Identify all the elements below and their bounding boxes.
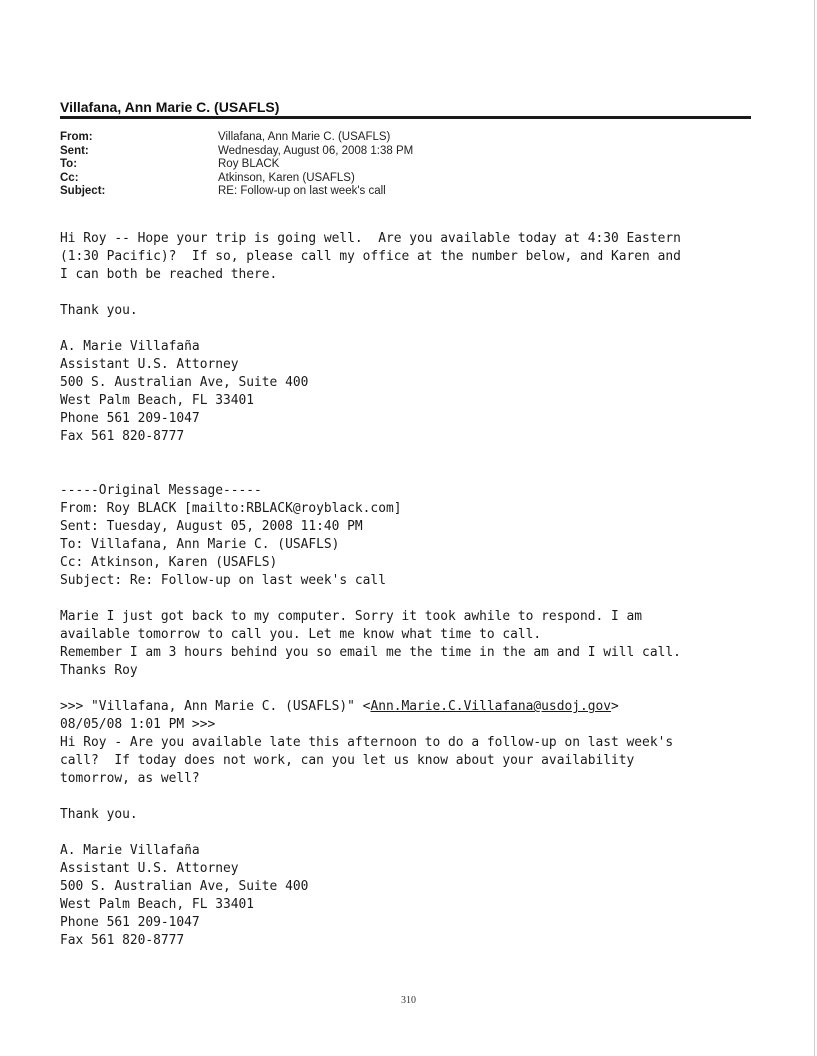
original-body-line: Remember I am 3 hours behind you so email me the time in the am and I will call. [60,645,681,660]
signature-fax: Fax 561 820-8777 [60,429,185,444]
original-subject: Subject: Re: Follow-up on last week's call [60,573,386,588]
page-number: 310 [401,995,416,1006]
signature-phone: Phone 561 209-1047 [60,411,200,426]
meta-label: Sent: [60,144,89,157]
quoted-body-line: call? If today does not work, can you let us know about your availability [60,753,635,768]
mailbox-owner-name: Villafana, Ann Marie C. (USAFLS) [60,99,280,115]
original-from: From: Roy BLACK [mailto:RBLACK@royblack.com] [60,501,402,516]
meta-label: To: [60,158,78,171]
quoted-sender-prefix: >>> "Villafana, Ann Marie C. (USAFLS)" < [60,699,371,714]
meta-value: Villafana, Ann Marie C. (USAFLS) [218,131,391,143]
meta-value: Atkinson, Karen (USAFLS) [218,171,355,184]
message-line: (1:30 Pacific)? If so, please call my office at the number below, and Karen and [60,249,681,264]
meta-value: RE: Follow-up on last week's call [218,185,386,198]
quoted-signature-name: A. Marie Villafaña [60,843,200,858]
quoted-signature-title: Assistant U.S. Attorney [60,861,239,876]
meta-row-cc [60,172,413,186]
meta-row-from [60,131,413,145]
quoted-signature-phone: Phone 561 209-1047 [60,915,200,930]
quoted-signature-fax: Fax 561 820-8777 [60,933,185,948]
quoted-thanks: Thank you. [60,807,138,822]
original-sent: Sent: Tuesday, August 05, 2008 11:40 PM [60,519,363,534]
original-to: To: Villafana, Ann Marie C. (USAFLS) [60,537,340,552]
message-line: Hi Roy -- Hope your trip is going well. Are you available today at 4:30 Eastern [60,231,681,246]
quoted-date: 08/05/08 1:01 PM >>> [60,717,216,732]
header-rule [60,116,751,119]
meta-row-sent [60,145,413,159]
signature-address: 500 S. Australian Ave, Suite 400 [60,375,309,390]
message-line: I can both be reached there. [60,267,278,282]
quoted-sender-suffix: > [611,699,619,714]
page-edge-line [814,0,815,1056]
original-body-line: Marie I just got back to my computer. Sorry it took awhile to respond. I am [60,609,643,624]
email-body [60,230,760,950]
meta-row-subject [60,185,413,199]
original-body-line: Thanks Roy [60,663,138,678]
original-cc: Cc: Atkinson, Karen (USAFLS) [60,555,278,570]
quoted-sender-line [60,698,760,716]
meta-label: From: [60,131,93,143]
meta-value: Roy BLACK [218,158,280,171]
signature-title: Assistant U.S. Attorney [60,357,239,372]
signature-name: A. Marie Villafaña [60,339,200,354]
original-body-line: available tomorrow to call you. Let me know what time to call. [60,627,542,642]
original-message-divider: -----Original Message----- [60,483,262,498]
meta-label: Subject: [60,185,106,198]
quoted-body-line: tomorrow, as well? [60,771,200,786]
quoted-signature-city: West Palm Beach, FL 33401 [60,897,255,912]
quoted-body-line: Hi Roy - Are you available late this afternoon to do a follow-up on last week's [60,735,674,750]
meta-row-to [60,158,413,172]
message-thanks: Thank you. [60,303,138,318]
quoted-email-link[interactable]: Ann.Marie.C.Villafana@usdoj.gov [370,699,612,714]
quoted-signature-address: 500 S. Australian Ave, Suite 400 [60,879,309,894]
email-meta-block [60,131,413,199]
signature-city: West Palm Beach, FL 33401 [60,393,255,408]
meta-label: Cc: [60,171,79,184]
meta-value: Wednesday, August 06, 2008 1:38 PM [218,144,414,157]
